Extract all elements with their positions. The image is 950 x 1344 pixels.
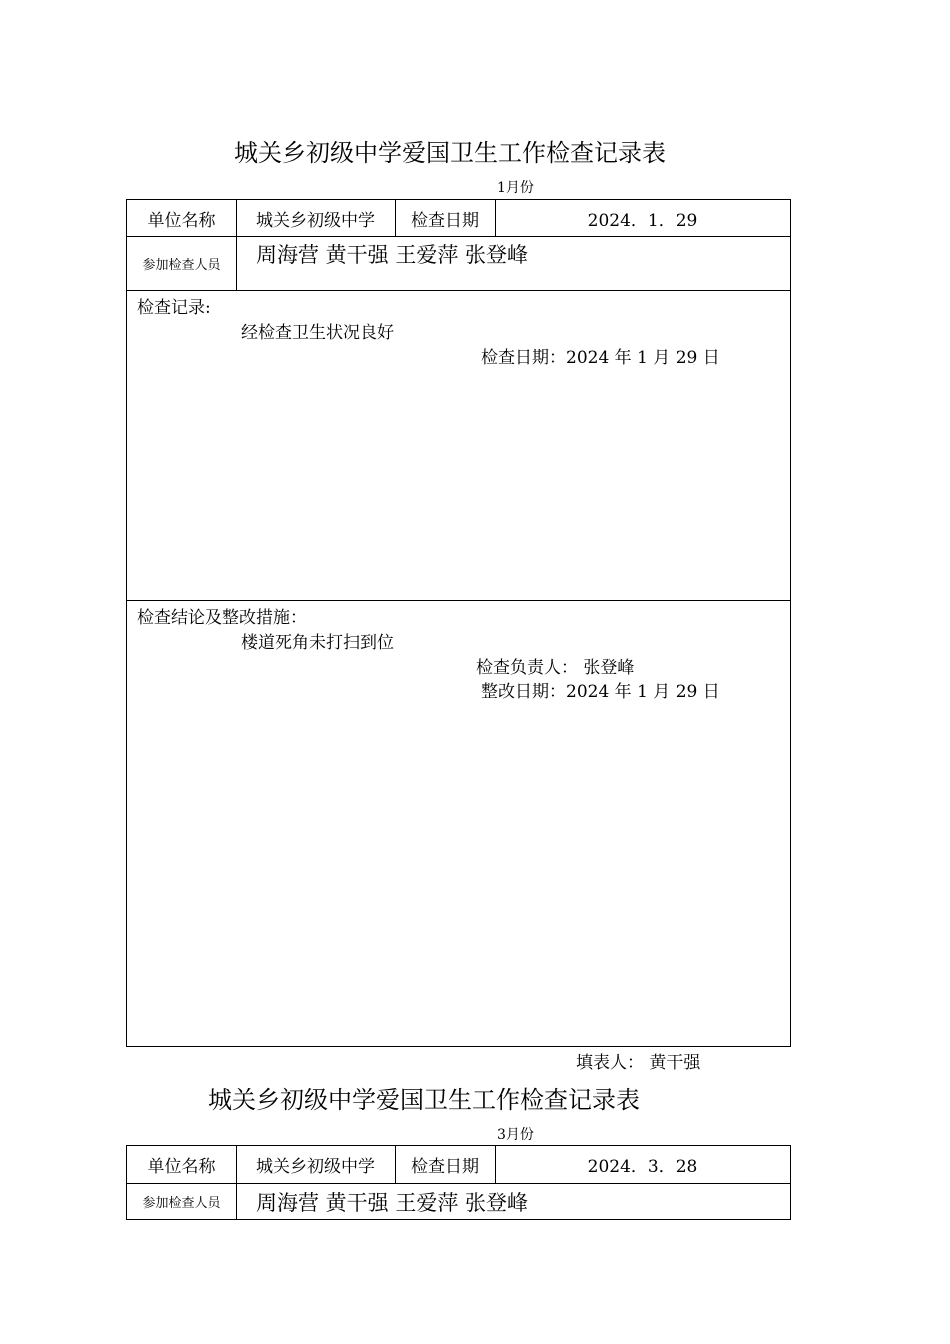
- form1-conclusion-section: [127, 601, 791, 1047]
- form1-conclusion-text: 楼道死角未打扫到位: [241, 633, 394, 653]
- form1-table: [126, 199, 791, 1047]
- form1-people-label: 参加检查人员: [127, 237, 237, 290]
- form2-unit-label: 单位名称: [127, 1146, 237, 1183]
- form2-people-value: 周海营 黄干强 王爱萍 张登峰: [256, 1190, 529, 1215]
- form1-date-value: 2024．1．29: [587, 210, 698, 231]
- form1-month: 1月份: [497, 180, 534, 196]
- form1-people-row: [127, 237, 791, 291]
- form1-unit-label: 单位名称: [127, 200, 237, 236]
- form1-people-value: 周海营 黄干强 王爱萍 张登峰: [256, 243, 529, 267]
- form1-fix-date: 整改日期：2024 年 1 月 29 日: [481, 682, 720, 702]
- form2-title: 城关乡初级中学爱国卫生工作检查记录表: [208, 1086, 640, 1114]
- form1-record-date: 检查日期：2024 年 1 月 29 日: [481, 348, 720, 368]
- form1-responsible: 检查负责人： 张登峰: [476, 658, 635, 678]
- form2-date-label: 检查日期: [395, 1146, 496, 1183]
- form2-people-label: 参加检查人员: [127, 1184, 237, 1219]
- form1-date-label: 检查日期: [395, 200, 496, 236]
- form1-record-text: 经检查卫生状况良好: [241, 323, 394, 343]
- form2-month: 3月份: [497, 1127, 534, 1143]
- form2-table: [126, 1145, 791, 1220]
- form2-unit-value: 城关乡初级中学: [236, 1146, 396, 1183]
- form2-people-row: [127, 1184, 791, 1220]
- form2-header-row: [127, 1146, 791, 1184]
- form1-title: 城关乡初级中学爱国卫生工作检查记录表: [234, 139, 666, 167]
- form2-date-value: 2024．3．28: [587, 1157, 698, 1177]
- form1-record-section: [127, 291, 791, 601]
- form1-record-label: 检查记录:: [137, 298, 211, 318]
- form1-conclusion-label: 检查结论及整改措施：: [137, 608, 307, 628]
- form1-unit-value: 城关乡初级中学: [236, 200, 396, 236]
- form1-filler: 填表人： 黄干强: [576, 1053, 701, 1073]
- form1-header-row: [127, 200, 791, 237]
